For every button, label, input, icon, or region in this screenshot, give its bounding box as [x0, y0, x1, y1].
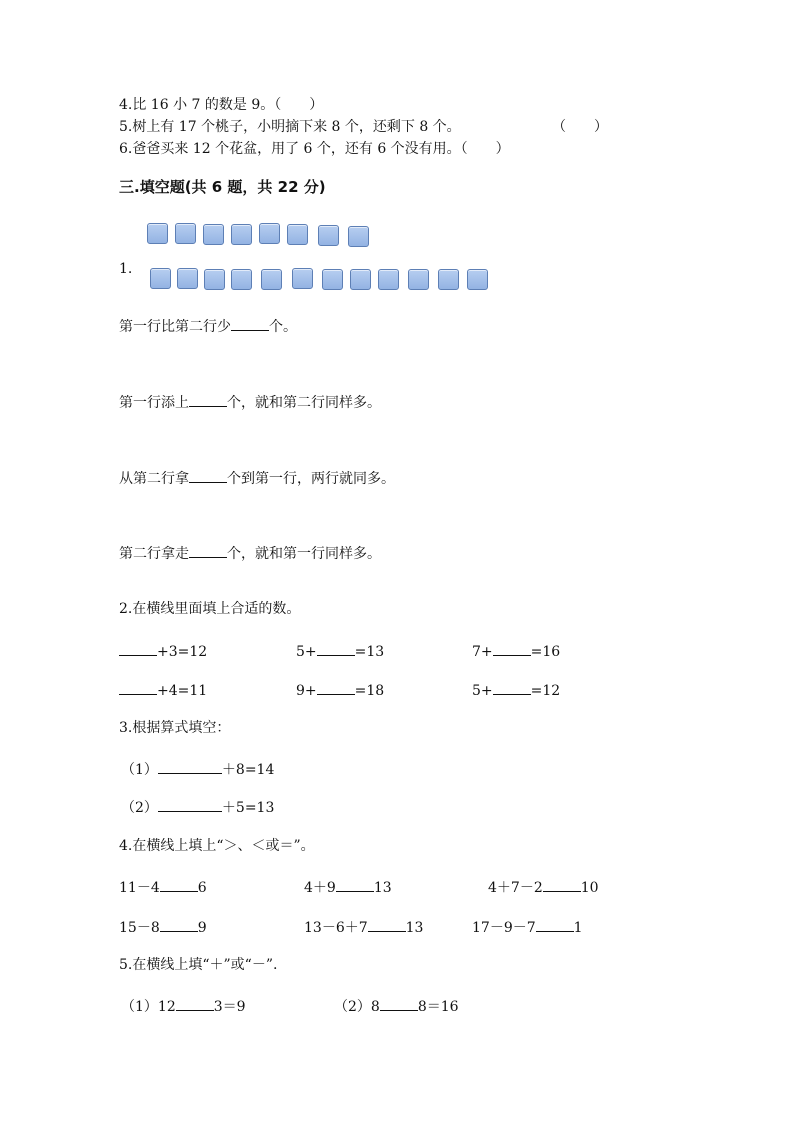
q2-eq-2	[296, 641, 384, 661]
eq-text: 13	[373, 880, 392, 896]
answer-blank[interactable]	[158, 759, 222, 774]
eq-text: 9	[197, 920, 207, 936]
eq-text: 1	[573, 920, 583, 936]
eq-text: =12	[530, 683, 561, 699]
eq-text: +3=12	[157, 644, 208, 660]
square	[175, 223, 196, 244]
eq-text: ＋5=13	[221, 800, 275, 816]
eq-text: 7+	[472, 644, 493, 660]
answer-blank[interactable]	[317, 641, 355, 656]
square	[203, 224, 224, 245]
square	[438, 269, 459, 290]
q2-eq-1	[119, 641, 207, 661]
square	[350, 269, 371, 290]
judge-item-6: 6.爸爸买来 12 个花盆，用了 6 个，还有 6 个没有用。（ ）	[119, 141, 510, 157]
q1-sentence-3	[119, 468, 395, 488]
answer-blank[interactable]	[380, 996, 418, 1011]
answer-blank[interactable]	[368, 917, 406, 932]
q2-eq-6	[472, 680, 560, 700]
sentence-text: 个。	[269, 319, 297, 335]
eq-text: 3＝9	[213, 999, 246, 1015]
answer-blank[interactable]	[493, 641, 531, 656]
q1-sentence-1	[119, 316, 297, 336]
answer-blank[interactable]	[119, 680, 157, 695]
q3-item-2	[121, 797, 274, 817]
sentence-text: 第二行拿走	[119, 546, 189, 562]
answer-blank[interactable]	[231, 316, 269, 331]
square	[348, 226, 369, 247]
eq-text: 5+	[472, 683, 493, 699]
square	[147, 223, 168, 244]
q2-eq-5	[296, 680, 384, 700]
q5-item-2	[334, 996, 459, 1016]
eq-text: +4=11	[157, 683, 208, 699]
answer-blank[interactable]	[119, 641, 157, 656]
sentence-text: 个，就和第一行同样多。	[227, 546, 381, 562]
eq-text: =16	[530, 644, 561, 660]
eq-text: 10	[580, 880, 599, 896]
answer-blank[interactable]	[536, 917, 574, 932]
q4-cmp-6	[472, 917, 583, 937]
answer-blank[interactable]	[158, 797, 222, 812]
q4-cmp-3	[488, 877, 599, 897]
q1-sentence-2	[119, 392, 381, 412]
eq-text: 15－8	[119, 920, 160, 936]
q5-title: 5.在横线上填“＋”或“－”.	[119, 957, 278, 973]
judge-item-5: 5.树上有 17 个桃子，小明摘下来 8 个，还剩下 8 个。	[119, 119, 461, 135]
q4-title: 4.在横线上填上“＞、＜或＝”。	[119, 838, 315, 854]
q2-eq-4	[119, 680, 207, 700]
answer-blank[interactable]	[160, 917, 198, 932]
square	[378, 269, 399, 290]
q1-number: 1.	[119, 261, 133, 277]
q4-cmp-1	[119, 877, 207, 897]
answer-blank[interactable]	[176, 996, 214, 1011]
judge-item-4: 4.比 16 小 7 的数是 9。（ ）	[119, 97, 324, 113]
eq-text: 6	[197, 880, 207, 896]
q2-eq-3	[472, 641, 560, 661]
answer-blank[interactable]	[189, 392, 227, 407]
square	[259, 223, 280, 244]
eq-text: 17－9－7	[472, 920, 536, 936]
eq-text: （1）12	[121, 999, 176, 1015]
q3-item-1	[121, 759, 274, 779]
q5-item-1	[121, 996, 246, 1016]
answer-blank[interactable]	[493, 680, 531, 695]
q4-cmp-5	[304, 917, 423, 937]
q3-title: 3.根据算式填空：	[119, 720, 231, 736]
q4-cmp-4	[119, 917, 207, 937]
eq-text: 11－4	[119, 880, 160, 896]
square	[467, 269, 488, 290]
square	[177, 268, 198, 289]
eq-text: ＋8=14	[221, 762, 275, 778]
eq-text: 5+	[296, 644, 317, 660]
sentence-text: 第一行添上	[119, 395, 189, 411]
eq-text: 4＋9	[304, 880, 336, 896]
eq-text: =18	[354, 683, 385, 699]
square	[322, 269, 343, 290]
square	[231, 269, 252, 290]
q4-cmp-2	[304, 877, 392, 897]
square	[408, 269, 429, 290]
square	[231, 224, 252, 245]
sentence-text: 第一行比第二行少	[119, 319, 231, 335]
q2-title: 2.在横线里面填上合适的数。	[119, 601, 301, 617]
square	[287, 224, 308, 245]
eq-text: 8＝16	[417, 999, 459, 1015]
eq-text: 13－6＋7	[304, 920, 368, 936]
answer-blank[interactable]	[336, 877, 374, 892]
eq-text: 4＋7－2	[488, 880, 543, 896]
square	[261, 269, 282, 290]
answer-blank[interactable]	[543, 877, 581, 892]
eq-text: 9+	[296, 683, 317, 699]
square	[204, 269, 225, 290]
answer-blank[interactable]	[189, 543, 227, 558]
item-label: （1）	[121, 762, 158, 778]
square	[150, 268, 171, 289]
square	[318, 225, 339, 246]
item-label: （2）	[121, 800, 158, 816]
eq-text: （2）8	[334, 999, 380, 1015]
answer-blank[interactable]	[317, 680, 355, 695]
q1-sentence-4	[119, 543, 381, 563]
answer-blank[interactable]	[189, 468, 227, 483]
eq-text: 13	[405, 920, 424, 936]
section-title: 三.填空题(共 6 题，共 22 分)	[119, 178, 326, 196]
answer-blank[interactable]	[160, 877, 198, 892]
sentence-text: 从第二行拿	[119, 471, 189, 487]
judge-item-5-answer-paren[interactable]: （ ）	[552, 119, 608, 135]
eq-text: =13	[354, 644, 385, 660]
sentence-text: 个，就和第二行同样多。	[227, 395, 381, 411]
square	[292, 268, 313, 289]
sentence-text: 个到第一行，两行就同多。	[227, 471, 395, 487]
